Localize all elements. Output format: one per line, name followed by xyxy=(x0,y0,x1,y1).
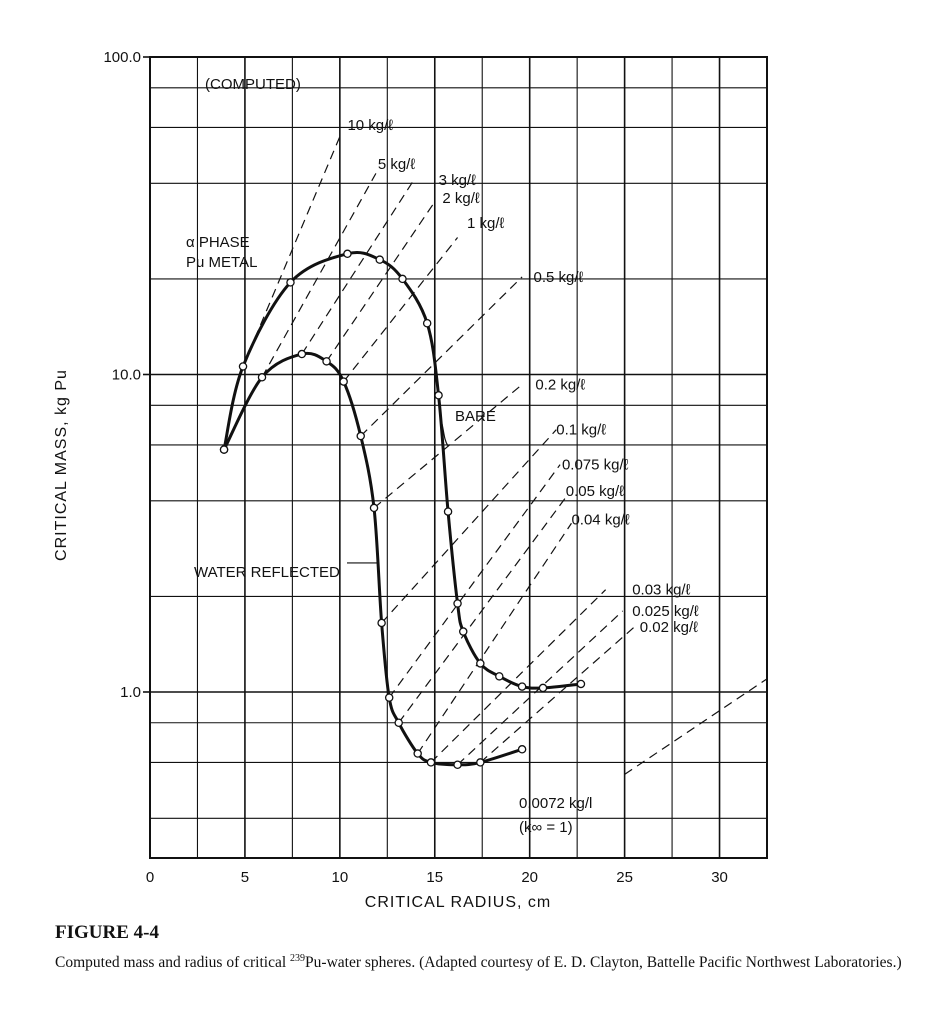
density-line-label: 0.5 kg/ℓ xyxy=(533,268,584,286)
density-line-label: 0.02 kg/ℓ xyxy=(639,619,699,637)
caption-text-end: Pu-water spheres. (Adapted courtesy of E. D. Clayton, Battelle Pacific Northwest Laboratories.) xyxy=(305,954,902,972)
density-line-label: 0.075 kg/ℓ xyxy=(561,456,629,474)
y-tick-label: 10.0 xyxy=(111,366,141,384)
data-point xyxy=(357,432,364,439)
data-point xyxy=(370,504,377,511)
data-point xyxy=(577,680,584,687)
pu-metal-label: Pu METAL xyxy=(186,254,258,271)
density-line-label: 0.03 kg/ℓ xyxy=(632,581,691,599)
data-point xyxy=(496,673,503,680)
data-point xyxy=(344,250,351,257)
x-tick-label: 30 xyxy=(711,869,728,886)
density-line-label: 0.05 kg/ℓ xyxy=(565,482,624,500)
density-line xyxy=(327,202,435,362)
k-infinity-density-label: 0.0072 kg/l xyxy=(519,795,593,812)
y-tick-label: 100.0 xyxy=(103,49,141,66)
density-line-label: 2 kg/ℓ xyxy=(442,189,480,207)
data-point xyxy=(435,392,442,399)
water-reflected-label: WATER REFLECTED xyxy=(194,564,340,581)
density-line xyxy=(431,590,606,763)
data-point xyxy=(424,320,431,327)
density-line-label: 5 kg/ℓ xyxy=(377,156,416,174)
data-point xyxy=(518,683,525,690)
bare-label: BARE xyxy=(455,408,496,425)
data-point xyxy=(239,363,246,370)
alpha-phase-label: α PHASE xyxy=(186,234,250,251)
density-line-label: 3 kg/ℓ xyxy=(438,171,476,189)
data-point xyxy=(287,279,294,286)
density-line xyxy=(374,385,522,508)
density-line xyxy=(418,523,572,753)
caption-text-start: Computed mass and radius of critical xyxy=(55,954,291,972)
density-line-label: 0.04 kg/ℓ xyxy=(571,511,630,529)
x-tick-label: 20 xyxy=(521,869,539,886)
x-tick-label: 25 xyxy=(616,869,633,886)
density-line-label: 0.025 kg/ℓ xyxy=(632,602,699,620)
data-point xyxy=(386,694,393,701)
density-line xyxy=(389,465,560,698)
data-point xyxy=(427,759,434,766)
density-line xyxy=(625,679,767,775)
k-infinity-label: (k∞ = 1) xyxy=(519,819,573,836)
density-line xyxy=(262,173,376,377)
data-point xyxy=(376,256,383,263)
data-point xyxy=(395,719,402,726)
density-line-label: 0.1 kg/ℓ xyxy=(556,421,607,439)
data-point xyxy=(454,761,461,768)
x-tick-label: 15 xyxy=(426,869,444,886)
data-point xyxy=(477,759,484,766)
density-line xyxy=(344,238,458,382)
data-point xyxy=(220,446,227,453)
data-point xyxy=(414,750,421,757)
figure-label: FIGURE 4-4 xyxy=(55,922,159,943)
data-point xyxy=(454,600,461,607)
data-point xyxy=(323,358,330,365)
x-tick-label: 0 xyxy=(145,869,155,886)
density-line-label: 10 kg/ℓ xyxy=(347,117,394,135)
data-point xyxy=(298,350,305,357)
figure-caption-text xyxy=(55,948,915,973)
density-line-label: 1 kg/ℓ xyxy=(467,215,505,233)
x-tick-label: 5 xyxy=(240,869,250,886)
computed-note: (COMPUTED) xyxy=(205,76,301,93)
density-line-label: 0.2 kg/ℓ xyxy=(535,376,586,394)
density-lines xyxy=(243,117,767,774)
data-point xyxy=(518,746,525,753)
density-line xyxy=(480,627,634,762)
data-point xyxy=(539,684,546,691)
figure-caption xyxy=(55,922,915,973)
data-point xyxy=(378,619,385,626)
isotope-superscript: 239 xyxy=(290,953,306,964)
y-axis-title: CRITICAL MASS, kg Pu xyxy=(53,369,70,561)
data-point xyxy=(460,628,467,635)
y-tick-label: 1.0 xyxy=(120,683,141,701)
data-point xyxy=(399,275,406,282)
x-axis-title: CRITICAL RADIUS, cm xyxy=(364,894,552,911)
x-tick-label: 10 xyxy=(331,869,349,886)
data-point xyxy=(444,508,451,515)
data-point xyxy=(258,374,265,381)
data-point xyxy=(340,378,347,385)
data-point xyxy=(477,660,484,667)
